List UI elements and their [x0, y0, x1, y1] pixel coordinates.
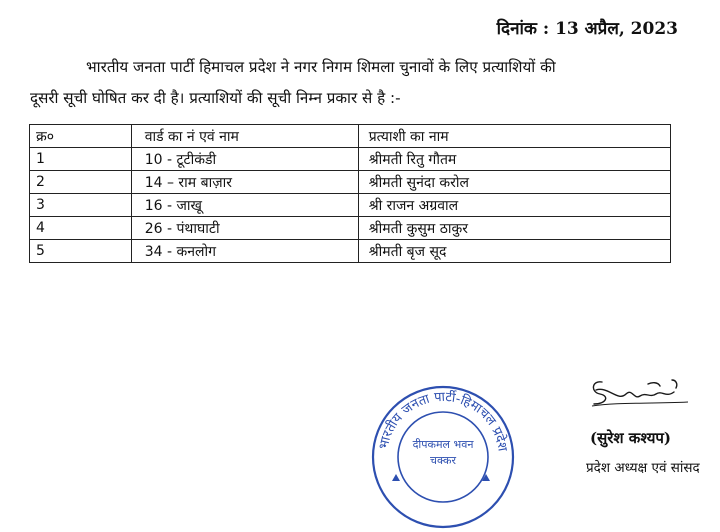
serial-cell: 4: [30, 217, 132, 240]
table-row: [30, 194, 671, 217]
seal-star-icon: [392, 474, 490, 481]
signatory-name: (सुरेश कश्यप): [590, 429, 672, 447]
table-row: [30, 217, 671, 240]
candidate-list-table: [29, 124, 671, 263]
handwritten-signature: [588, 372, 698, 412]
ward-cell: 14 – राम बाज़ार: [131, 171, 358, 194]
table-row: [30, 240, 671, 263]
paragraph-line-2: दूसरी सूची घोषित कर दी है। प्रत्याशियों की सूची निम्न प्रकार से है :-: [30, 89, 401, 107]
party-seal-stamp: [368, 382, 518, 532]
table-header-row: [30, 125, 671, 148]
paragraph-line-1: भारतीय जनता पार्टी हिमाचल प्रदेश ने नगर निगम शिमला चुनावों के लिए प्रत्याशियों की: [86, 58, 556, 76]
candidate-cell: श्रीमती कुसुम ठाकुर: [358, 217, 670, 240]
ward-cell: 10 - टूटीकंडी: [131, 148, 358, 171]
cropped-header-text: [300, 0, 450, 6]
table-row: [30, 148, 671, 171]
ward-cell: 34 - कनलोग: [131, 240, 358, 263]
announcement-paragraph: [30, 52, 696, 114]
ward-cell: 16 - जाखू: [131, 194, 358, 217]
serial-cell: 1: [30, 148, 132, 171]
ward-cell: 26 - पंथाघाटी: [131, 217, 358, 240]
candidate-cell: श्रीमती रितु गौतम: [358, 148, 670, 171]
seal-center-line-2: चक्कर: [430, 454, 456, 467]
table-row: [30, 171, 671, 194]
header-ward: वार्ड का नं एवं नाम: [131, 125, 358, 148]
serial-cell: 5: [30, 240, 132, 263]
seal-center-line-1: दीपकमल भवन: [412, 438, 474, 451]
candidate-cell: श्रीमती सुनंदा करोल: [358, 171, 670, 194]
serial-cell: 2: [30, 171, 132, 194]
seal-ring-text: भारतीय जनता पार्टी-हिमाचल प्रदेश: [376, 389, 510, 453]
candidate-cell: श्रीमती बृज सूद: [358, 240, 670, 263]
signatory-title: प्रदेश अध्यक्ष एवं सांसद: [586, 460, 700, 476]
header-serial: क्र०: [30, 125, 132, 148]
header-candidate: प्रत्याशी का नाम: [358, 125, 670, 148]
serial-cell: 3: [30, 194, 132, 217]
document-date: दिनांक : 13 अप्रैल, 2023: [496, 19, 678, 39]
candidate-cell: श्री राजन अग्रवाल: [358, 194, 670, 217]
